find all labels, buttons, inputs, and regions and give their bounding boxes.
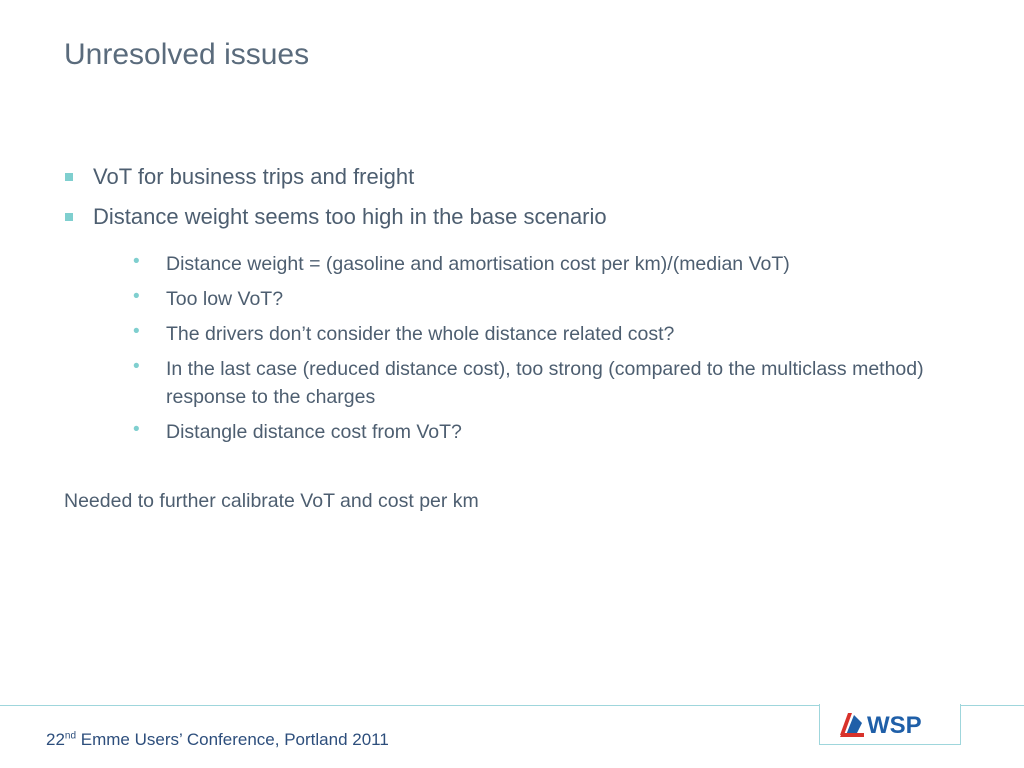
footer-superscript: nd (64, 730, 77, 742)
sub-bullet-item (131, 418, 981, 446)
slide-title: Unresolved issues (64, 38, 310, 71)
sub-bullet-list (131, 250, 981, 453)
conclusion-note: Needed to further calibrate VoT and cost per km (64, 490, 479, 512)
sub-bullet-text: Distance weight = (gasoline and amortisation cost per km)/(median VoT) (166, 253, 790, 275)
sub-bullet-item (131, 320, 981, 348)
footer-conference (46, 730, 389, 750)
bullet-item (62, 204, 982, 230)
footer-label: Emme Users’ Conference, Portland 2011 (76, 730, 389, 749)
footer-number: 22 (46, 730, 65, 749)
sub-bullet-item (131, 250, 981, 278)
footer-rule (0, 705, 820, 706)
bullet-item (62, 164, 982, 190)
sub-bullet-item (131, 285, 981, 313)
sub-bullet-text: Distangle distance cost from VoT? (166, 421, 462, 443)
square-bullet-icon (65, 173, 73, 181)
bullet-text: VoT for business trips and freight (93, 164, 415, 189)
sub-bullet-item (131, 355, 981, 411)
wsp-logo-icon (838, 707, 942, 739)
round-bullet-icon: • (133, 419, 140, 440)
round-bullet-icon: • (133, 286, 140, 307)
main-bullet-list (62, 164, 982, 244)
square-bullet-icon (65, 213, 73, 221)
logo-frame (819, 704, 961, 745)
round-bullet-icon: • (133, 356, 140, 377)
footer-rule-right (960, 705, 1024, 706)
sub-bullet-text: In the last case (reduced distance cost), too strong (compared to the multiclass method) response to the charges (166, 358, 924, 408)
bullet-text: Distance weight seems too high in the base scenario (93, 204, 607, 229)
round-bullet-icon: • (133, 321, 140, 342)
logo-text: WSP (867, 712, 922, 739)
sub-bullet-text: The drivers don’t consider the whole distance related cost? (166, 323, 675, 345)
round-bullet-icon: • (133, 251, 140, 272)
sub-bullet-text: Too low VoT? (166, 288, 284, 310)
